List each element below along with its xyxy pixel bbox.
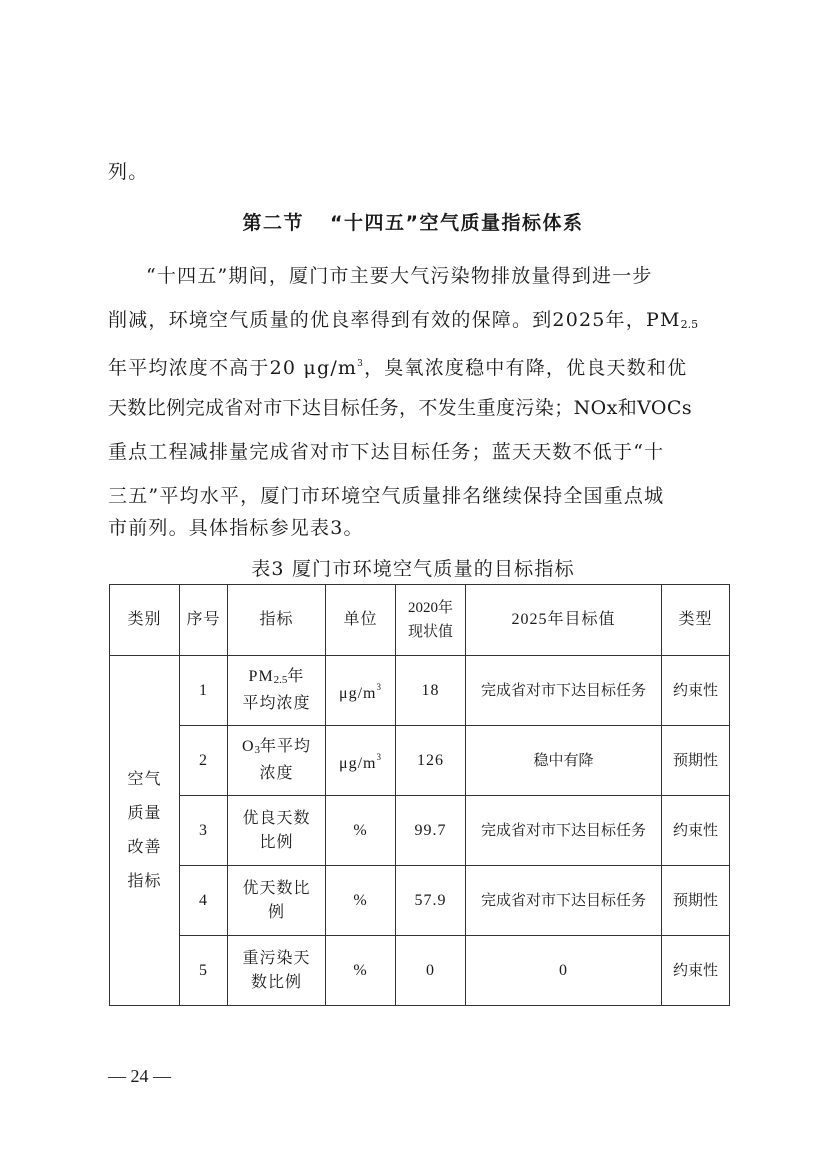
table-row [110,796,730,866]
table-row [110,936,730,1006]
indicator-cell: 优天数比 例 [228,866,326,936]
previous-paragraph-end: 列。 [108,161,149,183]
table-row [110,866,730,936]
type-cell: 预期性 [662,866,730,936]
category-cell: 空气 质量 改善 指标 [110,656,180,1006]
indicator-cell: $O_3$年平均 浓度 [228,726,326,796]
paragraph-line: “十四五”期间，厦门市主要大气污染物排放量得到进一步 [146,265,653,287]
target-value-cell: 完成省对市下达目标任务 [466,796,662,866]
indicator-cell: 优良天数 比例 [228,796,326,866]
indicator-cell: 重污染天 数比例 [228,936,326,1006]
paragraph-line: 三五”平均水平，厦门市环境空气质量排名继续保持全国重点城 [108,485,665,507]
section-number: 第二节 [242,212,305,234]
seq-cell: 3 [180,796,228,866]
unit-cell: % [326,866,396,936]
header-target: 2025年目标值 [466,585,662,656]
target-value-cell: 稳中有降 [466,726,662,796]
header-unit: 单位 [326,585,396,656]
table-row [110,726,730,796]
current-value-cell: 99.7 [396,796,466,866]
paragraph-line: 市前列。具体指标参见表3。 [108,517,364,539]
type-cell: 预期性 [662,726,730,796]
paragraph-line: 天数比例完成省对市下达目标任务，不发生重度污染；NOx和VOCs [108,397,692,419]
table-header-row [110,585,730,656]
target-value-cell: 完成省对市下达目标任务 [466,866,662,936]
header-type: 类型 [662,585,730,656]
type-cell: 约束性 [662,796,730,866]
current-value-cell: 126 [396,726,466,796]
header-current: 2020年 现状值 [396,585,466,656]
section-title: “十四五”空气质量指标体系 [330,212,584,234]
type-cell: 约束性 [662,656,730,726]
current-value-cell: 57.9 [396,866,466,936]
current-value-cell: 0 [396,936,466,1006]
unit-cell: $\mu g/m^3$ [326,726,396,796]
seq-cell: 2 [180,726,228,796]
target-value-cell: 完成省对市下达目标任务 [466,656,662,726]
header-indicator: 指标 [228,585,326,656]
paragraph-line: 削减，环境空气质量的优良率得到有效的保障。到2025年，$PM_{2.5}$ [108,309,699,331]
unit-cell: $\mu g/m^3$ [326,656,396,726]
seq-cell: 4 [180,866,228,936]
page-number: — 24 — [108,1066,171,1086]
indicator-cell: $PM_{2.5}$年 平均浓度 [228,656,326,726]
paragraph-line: 重点工程减排量完成省对市下达目标任务；蓝天天数不低于“十 [108,441,665,463]
unit-cell: % [326,936,396,1006]
seq-cell: 1 [180,656,228,726]
paragraph-line: 年平均浓度不高于20 $\mu g/m^3$，臭氧浓度稳中有降，优良天数和优 [108,357,688,379]
unit-cell: % [326,796,396,866]
header-seq: 序号 [180,585,228,656]
target-indicator-table [109,584,730,1006]
table-caption: 表3 厦门市环境空气质量的目标指标 [251,558,575,580]
current-value-cell: 18 [396,656,466,726]
type-cell: 约束性 [662,936,730,1006]
target-value-cell: 0 [466,936,662,1006]
header-category: 类别 [110,585,180,656]
table-row [110,656,730,726]
section-heading [0,208,826,235]
seq-cell: 5 [180,936,228,1006]
